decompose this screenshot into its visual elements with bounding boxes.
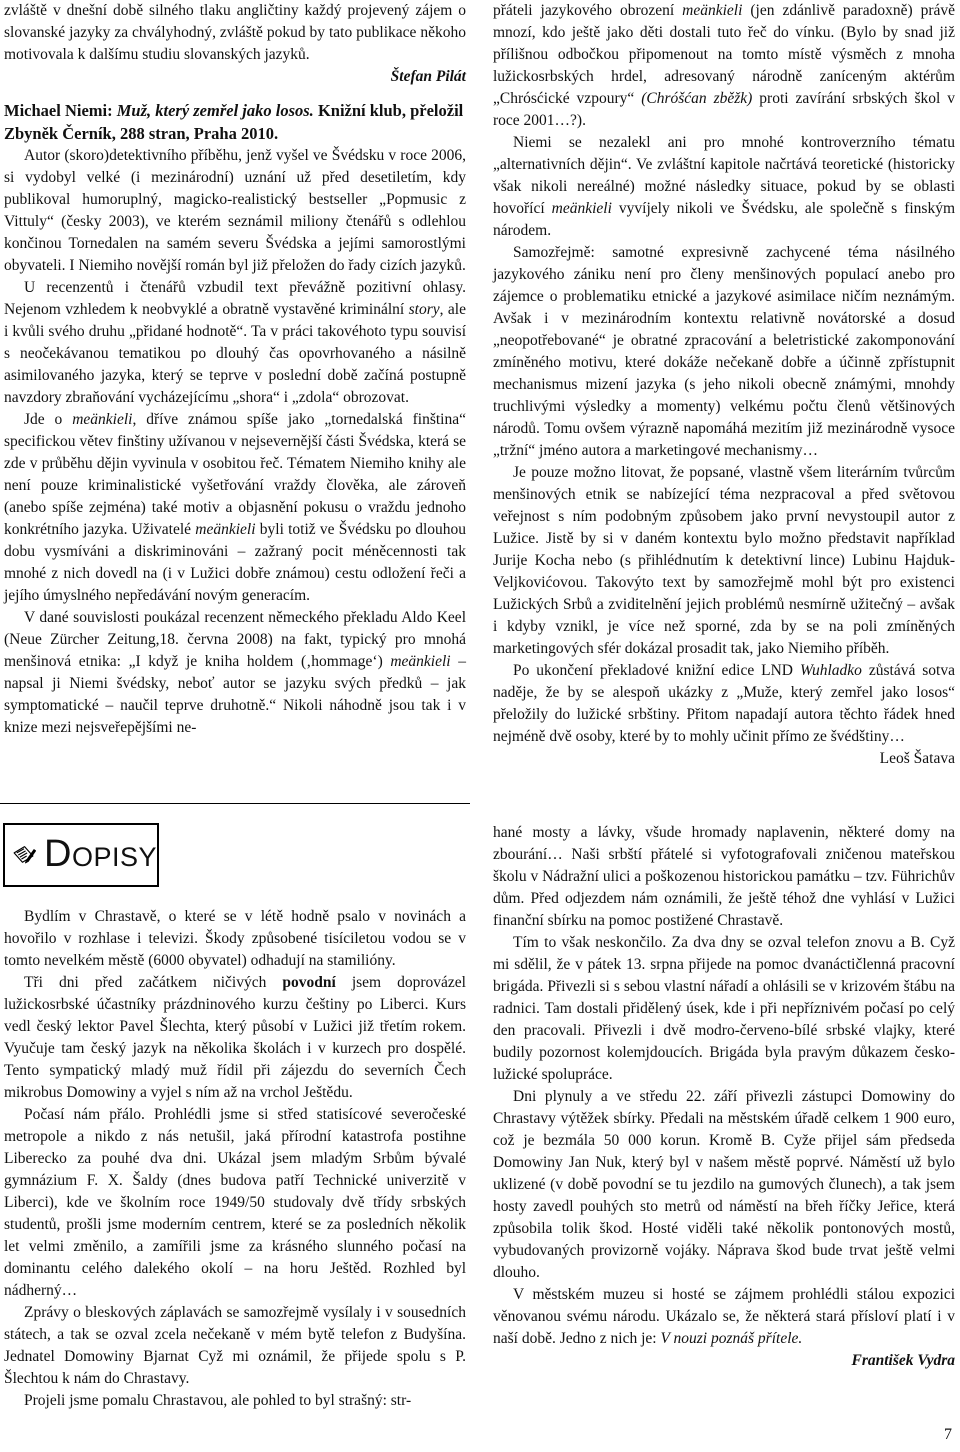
letters-section-header <box>3 823 159 887</box>
previous-author-line <box>4 66 466 88</box>
letter-paragraph: Projeli jsme pomalu Chrastavou, ale pohled to byl strašný: str- <box>24 1392 412 1409</box>
review-book-publication: Knižní klub, přeložil Zbyněk Černík, 288 stran, Praha 2010. <box>4 101 464 143</box>
review-paragraph: V dané souvislosti poukázal recenzent německého překladu Aldo Keel (Neue Zürcher Zeitung,18. června 2008) na fakt, typický pro mnohá menšinová etnika: „I když je kniha holdem (‚hommage‘) meänkieli – napsal ji Niemi švédsky, neboť autor se jazyku svých předků – jak symptomatické – naučil teprve druhotně.“ Nikoli náhodně jsou tak i v knize mezi nejsveřepějšími ne- <box>4 609 466 736</box>
review-paragraph: přáteli jazykového obrození meänkieli (jen zdánlivě paradoxně) právě mnozí, kdo ještě jako děti dostali tuto řeč do vínku. (Bylo by snad již přílišnou odbočkou připomenout na tomto místě výsměch z mnoha lužickosrbských hrdel, adresovaný národně zaníceným aktérům „Chrósćické vzpoury“ (Chróšćan zběžk) proti zavírání srbských škol v roce 2001…?). <box>493 2 956 129</box>
review-heading <box>4 99 466 145</box>
letter-paragraph: Tím to však neskončilo. Za dva dny se ozval telefon znovu a B. Cyž mi sdělil, že v pátek 13. srpna přijede na pomoc dvanáctičlenná pracovní brigáda. Přivezli si s sebou vlastní nářadí a ohlásili se v krizovém štábu na radnici. Tam dostali přidělený úsek, kde i při nepříznivém počasí po celý den pracovali. Přivezli i dvě modro-červeno-bílé srbské vlajky, které budily pozornost kolemjdoucích. Brigáda byla pravým důkazem česko-lužické spolupráce. <box>493 934 955 1083</box>
review-intro-text: zvláště v dnešní době silného tlaku angličtiny každý projevený zájem o slovanské jazyky za chvályhodný, zvláště pokud by tato publikace někoho motivovala k dalšímu studiu slovanských jazyků. <box>4 2 466 63</box>
letter-paragraph: V městském muzeu si hosté se zájmem prohlédli stálou expozici věnovanou svému národu. Ukázalo se, že některá stará přísloví platí i v naší době. Jedno z nich je: V nouzi poznáš přítele. <box>493 1286 955 1347</box>
letter-paragraph: Zprávy o bleskových záplavách se samozřejmě vysílaly i v sousedních státech, a tak se ozval zcela nečekaně v mém bytě telefon z Budyšína. Jednatel Domowiny Bjarnat Cyž mi oznámil, že přijede spolu s P. Šlechtou k nám do Chrastavy. <box>4 1304 466 1387</box>
review-book-author: Michael Niemi: <box>4 101 117 120</box>
letters-column-2 <box>493 822 955 1372</box>
page-number: 7 <box>944 1426 952 1443</box>
review-column-2 <box>493 0 955 770</box>
review-paragraph: Jde o meänkieli, dříve známou spíše jako „tornedalská finština“ specifickou větev finštiny užívanou v nejsevernější části Švédska, která se zde v průběhu dějin vyvinula v osobitou řeč. Tématem Niemiho knihy ale není pouze kriminalistické vyšetřování vraždy člověka, ale zároveň (anebo spíše zejména) také motiv a objasnění pokusu o vraždu jednoho konkrétního jazyka. Uživatelé meänkieli byli totiž ve Švédsku po dlouhou dobu vysmíváni a diskriminováni – zažraný pocit méněcennosti tak mnohé z nich dovedl na (i v Lužici dobře známou) cestu odložení řeči a jejího úmyslného nepředávání novým generacím. <box>4 411 466 604</box>
letters-column-1 <box>4 906 466 1412</box>
review-paragraph: Je pouze možno litovat, že popsané, vlastně všem literárním tvůrcům menšinových etnik se nabízející téma nezpracoval a před světovou veřejnost s ním podobným způsobem jako první nevystoupil autor z Lužice. Jistě by si v daném kontextu bylo možno představit například Jurije Kocha nebo (s přihlédnutím k detektivní lince) Lubinu Hajduk-Veljkovićovou. Takovýto text by samozřejmě mohl být pro existenci Lužických Srbů a zviditelnění jejich problémů nesmírně užitečný – avšak i kdyby vznikl, je více než sporné, zda by se na poli zmíněných marketingových sfér dokázal prosadit tak, jako Niemiho příběh. <box>493 464 955 657</box>
review-paragraph: Po ukončení překladové knižní edice LND Wuhladko zůstává sotva naděje, že by se alespoň ukázky z „Muže, který zemřel jako losos“ přeložily do lužické srbštiny. Přitom napadají autora těchto řádek hned nejméně dvě osoby, které by to mohly učinit přímo ze švédštiny… Leoš Šatava <box>493 660 955 748</box>
letter-author: František Vydra <box>851 1352 955 1369</box>
previous-author: Štefan Pilát <box>390 68 466 85</box>
review-column-1 <box>4 0 466 739</box>
letter-writing-icon <box>11 831 36 879</box>
letter-paragraph: Bydlím v Chrastavě, o které se v létě hodně psalo v novinách a hovořilo v rozhlase i televizi. Škody způsobené tisíciletou vodou se v tomto nevelkém městě (6000 obyvatel) odhadují na stamilióny. <box>4 908 466 969</box>
letter-paragraph: Tři dni před začátkem ničivých povodní jsem doprovázel lužickosrbské účastníky prázdninového kurzu češtiny po Liberci. Kurs vedl český lektor Pavel Šlechta, který působí v Lužici již třetím rokem. Vyučuje tam český jazyk na několika školách i v kurzech pro dospělé. Tento sympatický mladý muž řídil při zájezdu do severních Čech mikrobus Domowiny a vyjel s ním až na vrchol Ještědu. <box>4 974 466 1101</box>
letter-paragraph: hané mosty a lávky, všude hromady naplavenin, některé domy na zbourání… Naši srbští přátelé si vyfotografovali zničenou mateřskou školu v Nádražní ulici a poškozenou historickou památku – tzv. Führichův dům. Před odjezdem nám oznámili, že ještě téhož dne vyhlásí v Lužici finanční sbírku na pomoc postižené Chrastavě. <box>493 824 955 929</box>
review-paragraph: U recenzentů i čtenářů vzbudil text převážně pozitivní ohlasy. Nejenom vzhledem k neobvyklé a obratně vystavěné kriminální story, ale i kvůli svého druhu „přidané hodnotě“. Ta v práci takovéhoto typu souvisí s neočekávanou tematikou po dlouhý čas opovrhovaného a násilně asimilovaného jazyka, který se teprve v poslední době začíná postupně navzdory zbraňování vycházejícímu „shora“ i „zdola“ obrozovat. <box>4 279 466 406</box>
section-divider <box>0 803 470 804</box>
letter-paragraph: Počasí nám přálo. Prohlédli jsme si střed statisícové severočeské metropole a nikdo z nás netušil, jaká přírodní katastrofa postihne Liberecko za pouhé dva dni. Ukázal jsem mladým Srbům bývalé gymnázium F. X. Šaldy (dnes budova patří Technické univerzitě v Liberci), kde ve školním roce 1949/50 studovaly dvě třídy srbských studentů, prošli jsme moderním centrem, které se za posledních několik let velmi změnilo, a zamířili jsme za krásného slunného počasí na dominantu celého dalekého okolí – na horu Ještěd. Rozhled byl nádherný… <box>4 1106 466 1299</box>
letter-paragraph: Dni plynuly a ve středu 22. září přivezli zástupci Domowiny do Chrastavy výtěžek sbírky. Předali na městském úřadě celkem 1 900 euro, což je bezmála 50 000 korun. Kromě B. Cyže přijel sám předseda Domowiny Jan Nuk, který byl v našem městě poprvé. Náměstí už bylo uklizené (v době povodní se tu jezdilo na gumových člunech), a tak jsem hosty zavedl pouhých sto metrů od náměstí na břeh říčky Jeřice, která způsobila tolik škod. Hosté viděli také několik pontonových mostů, vybudovaných provizorně vojáky. Náprava škod bude trvat ještě velmi dlouho. <box>493 1088 955 1281</box>
review-book-title: Muž, který zemřel jako losos. <box>116 101 314 120</box>
review-paragraph: Niemi se nezalekl ani pro mnohé kontroverzního tématu „alternativních dějin“. Ve zvláštní kapitole načrtává teoretické (historicky však nikoli nereálné) možné následky situace, pokud by se oblasti hovořící meänkieli vyvíjely nikoli ve Švédsku, ale společně s finským národem. <box>493 134 956 239</box>
review-paragraph: Samozřejmě: samotné expresivně zachycené téma násilného jazykového zániku není pro členy menšinových populací anebo pro zájemce o problematiku etnické a jazykové asimilace ničím neznámým. Avšak i v mezinárodním kontextu relativně novátorské a dosud „neopotřebované“ je obratné zpracování a beletristické zakomponování zmíněného motivu, které dokáže nečekaně dobře a účinně zpřístupnit mechanismus mizení jazyka (s jeho nikoli obecně známými, mnohdy truchlivými výsledky a momenty) velkému počtu členů většinových národů. Tomu ovšem výrazně napomáhá mezitím již mezinárodně vysoce „tržní“ jméno autora a marketingové mechanismy… <box>493 244 955 459</box>
letters-section-title: DOPISY <box>44 832 157 875</box>
review-author: Leoš Šatava <box>879 750 955 767</box>
review-paragraph: Autor (skoro)detektivního příběhu, jenž vyšel ve Švédsku v roce 2006, si vydobyl velké (i mezinárodní) uznání už před desetiletím, kdy publikoval humoruplný, magicko-realistický bestseller „Popmusic z Vittuly“ (česky 2003), ve kterém seznámil miliony čtenářů s odlehlou končinou Tornedalen na samém severu Švédska a jejími samorostlými obyvateli. I Niemiho novější román byl již přeložen do řady cizích jazyků. <box>4 147 466 274</box>
